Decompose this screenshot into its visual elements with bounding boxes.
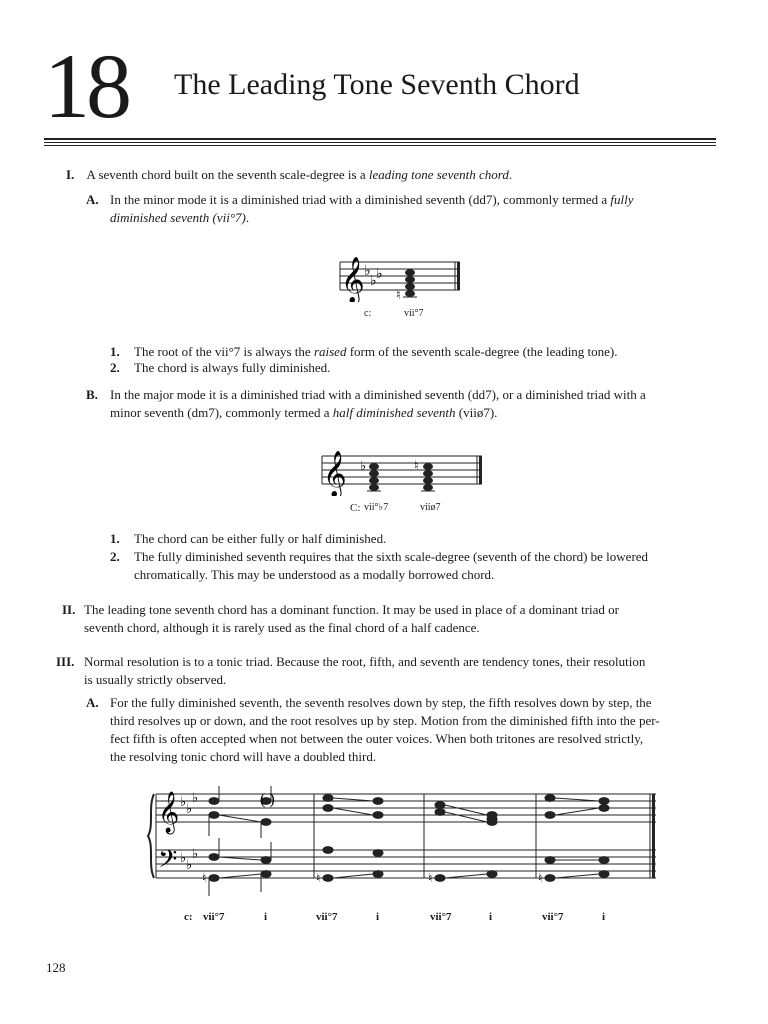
section-iii-text-2: is usually strictly observed. xyxy=(84,672,227,687)
section-i-term: leading tone seventh chord xyxy=(368,167,509,182)
flat-icon: ♭ xyxy=(360,458,367,473)
section-ii-text: The leading tone seventh chord has a dominant function. It may be used in place of a dominant triad or xyxy=(84,602,620,617)
section-i-text-end: . xyxy=(508,167,513,182)
example-3-chord: vii°7 xyxy=(203,911,225,923)
flat-icon: ♭ xyxy=(370,274,377,289)
section-i-text: A seventh chord built on the seventh scale-degree is a xyxy=(86,167,369,182)
section-iii-a xyxy=(86,694,718,766)
list-item xyxy=(110,359,716,377)
parenthesis-note: ( ) xyxy=(260,791,275,808)
list-item-text: The fully diminished seventh requires that the sixth scale-degree (seventh of the chord) be lowered xyxy=(134,549,649,564)
list-item-text-2: chromatically. This may be understood as a modally borrowed chord. xyxy=(134,567,495,582)
music-example-1 xyxy=(336,252,466,302)
section-i-a-term1: fully xyxy=(610,192,634,207)
example-3-chord: i xyxy=(264,911,268,923)
example-3-key: c: xyxy=(184,911,193,923)
section-iii xyxy=(56,653,718,689)
section-i-a-term2: diminished seventh (vii°7) xyxy=(110,210,246,225)
list-item-number: 1. xyxy=(110,344,120,359)
section-i-label: I. xyxy=(66,167,75,182)
svg-text:♭: ♭ xyxy=(186,801,193,816)
section-i-a-label: A. xyxy=(86,192,99,207)
section-i-b xyxy=(86,386,718,422)
natural-icon: ♮ xyxy=(202,871,207,885)
example-1-key: c: xyxy=(364,308,372,319)
section-i xyxy=(66,166,716,184)
list-item-number: 2. xyxy=(110,549,120,564)
section-i-b-text: In the major mode it is a diminished triad with a diminished seventh (dd7), or a diminished triad with a xyxy=(110,387,646,402)
header-rule xyxy=(44,142,716,143)
music-example-3 xyxy=(146,786,662,906)
natural-icon: ♮ xyxy=(428,871,433,885)
list-item-text: The chord is always fully diminished. xyxy=(134,360,331,375)
section-i-b-label: B. xyxy=(86,387,98,402)
example-2-chord-1: vii°♭7 xyxy=(364,502,389,513)
example-3-chord: vii°7 xyxy=(430,911,452,923)
section-i-b-term: half diminished seventh xyxy=(332,405,456,420)
final-barline xyxy=(652,794,655,878)
chapter-title: The Leading Tone Seventh Chord xyxy=(174,68,580,101)
list-item-number: 1. xyxy=(110,531,120,546)
page-number: 128 xyxy=(46,960,66,975)
svg-text:♭: ♭ xyxy=(180,794,187,809)
list-item-text: The chord can be either fully or half diminished. xyxy=(134,531,387,546)
svg-text:♭: ♭ xyxy=(192,790,199,805)
section-iii-label: III. xyxy=(56,654,75,669)
flat-icon: ♭ xyxy=(364,264,371,279)
chapter-number: 18 xyxy=(44,35,128,137)
section-ii-text-2: seventh chord, although it is rarely used as the final chord of a half cadence. xyxy=(84,620,480,635)
example-2-key: C: xyxy=(350,502,361,514)
section-i-a-text: In the minor mode it is a diminished triad with a diminished seventh (dd7), commonly termed a xyxy=(110,192,611,207)
section-iii-a-line: fect fifth is often accepted when not between the outer voices. When both tritones are resolved strictly, xyxy=(110,731,644,746)
list-item-text-end: form of the seventh scale-degree (the leading tone). xyxy=(346,344,618,359)
example-3-chord: vii°7 xyxy=(316,911,338,923)
barlines xyxy=(156,794,650,878)
example-3-chord: i xyxy=(489,911,493,923)
section-iii-a-line: the resolving tonic chord will have a doubled third. xyxy=(110,749,377,764)
header-rule xyxy=(44,138,716,140)
treble-clef-icon: 𝄞 xyxy=(341,257,365,302)
example-3-chord: i xyxy=(602,911,606,923)
example-1-chord: vii°7 xyxy=(404,308,424,319)
voice-leading-lines xyxy=(219,798,599,878)
treble-clef-icon: 𝄞 xyxy=(158,792,180,832)
example-3-chord: i xyxy=(376,911,380,923)
final-barline xyxy=(479,456,482,484)
section-iii-a-label: A. xyxy=(86,695,99,710)
section-i-a-text-end: . xyxy=(245,210,250,225)
section-ii xyxy=(62,601,718,637)
list-item xyxy=(110,530,716,548)
natural-icon: ♮ xyxy=(538,871,543,885)
section-i-b-text-end: (viiø7). xyxy=(455,405,498,420)
list-item-term: raised xyxy=(313,344,347,359)
svg-text:♭: ♭ xyxy=(186,857,193,872)
section-i-a xyxy=(86,191,718,227)
natural-icon: ♮ xyxy=(396,287,401,302)
example-3-chord: vii°7 xyxy=(542,911,564,923)
treble-clef-icon: 𝄞 xyxy=(323,451,347,496)
flat-icon: ♭ xyxy=(376,267,383,282)
example-2-chord-2: viiø7 xyxy=(420,502,441,513)
section-iii-a-line: For the fully diminished seventh, the seventh resolves down by step, the fifth resolves down by step, the xyxy=(110,695,652,710)
final-barline xyxy=(457,262,460,290)
treble-staff-lines xyxy=(156,794,656,822)
brace-icon xyxy=(148,794,154,878)
list-item xyxy=(110,548,716,584)
header-rule xyxy=(44,145,716,146)
section-iii-text: Normal resolution is to a tonic triad. Because the root, fifth, and seventh are tendency tones, their resolution xyxy=(84,654,646,669)
natural-icon: ♮ xyxy=(414,458,419,473)
list-item-text: The root of the vii°7 is always the xyxy=(134,344,314,359)
section-iii-a-line: third resolves up or down, and the root resolves up by step. Motion from the diminished fifth into the per- xyxy=(110,713,660,728)
svg-text:♭: ♭ xyxy=(192,846,199,861)
section-i-b-text-2: minor seventh (dm7), commonly termed a xyxy=(110,405,333,420)
list-item-number: 2. xyxy=(110,360,120,375)
bass-staff-lines xyxy=(156,850,656,878)
natural-icon: ♮ xyxy=(316,871,321,885)
svg-text:♭: ♭ xyxy=(180,850,187,865)
section-ii-label: II. xyxy=(62,602,76,617)
music-example-2 xyxy=(318,446,488,496)
bass-clef-icon: 𝄢 xyxy=(158,846,178,879)
